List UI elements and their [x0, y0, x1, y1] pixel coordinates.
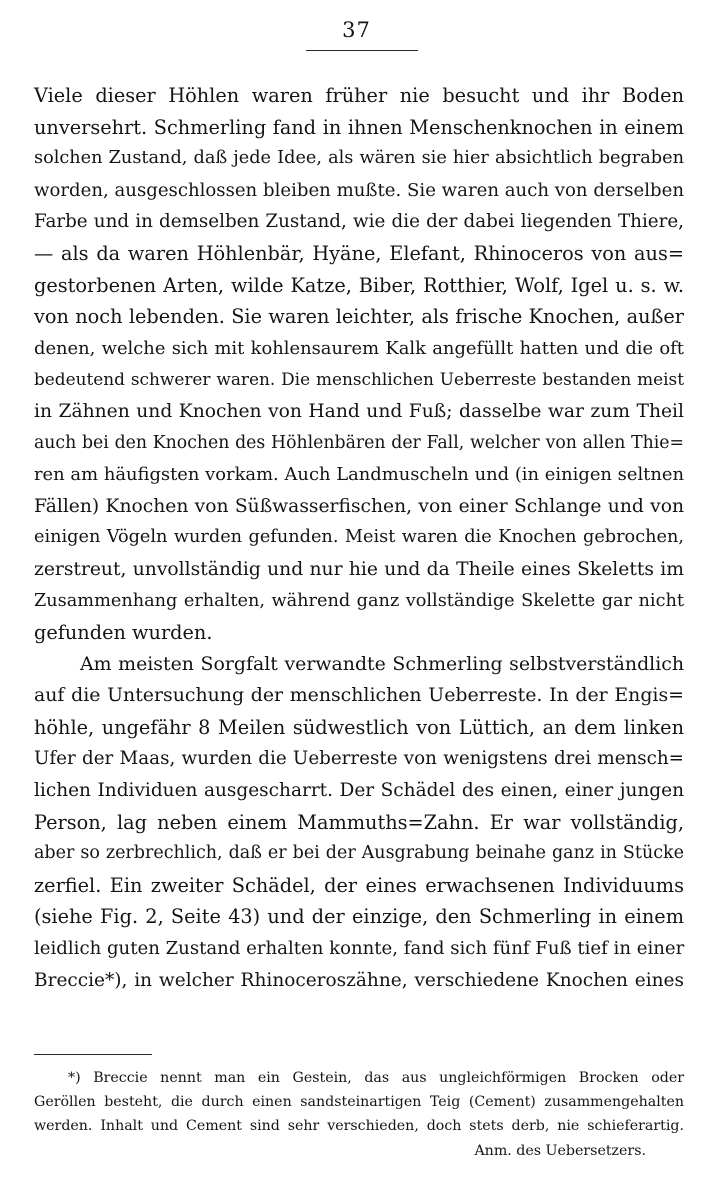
text-line: auch bei den Knochen des Höhlenbären der Fall, welcher von allen Thie=	[34, 432, 684, 453]
text-line: denen, welche sich mit kohlensaurem Kalk angefüllt hatten und die oft	[34, 337, 684, 359]
text-line: von noch lebenden. Sie waren leichter, als frische Knochen, außer	[34, 305, 684, 329]
footnote-line: Geröllen besteht, die durch einen sandsteinartigen Teig (Cement) zusammengehalten	[34, 1094, 684, 1111]
text-line: gestorbenen Arten, wilde Katze, Biber, Rotthier, Wolf, Igel u. s. w.	[34, 273, 684, 297]
footnote-line: werden. Inhalt und Cement sind sehr verschieden, doch stets derb, nie schieferartig.	[34, 1118, 684, 1135]
text-line: einigen Vögeln wurden gefunden. Meist waren die Knochen gebrochen,	[34, 527, 684, 548]
body-text	[34, 80, 684, 996]
text-line: lichen Individuen ausgescharrt. Der Schädel des einen, einer jungen	[34, 780, 684, 802]
text-line: Person, lag neben einem Mammuths=Zahn. Er war vollständig,	[34, 810, 684, 834]
text-line: unversehrt. Schmerling fand in ihnen Menschenknochen in einem	[34, 115, 684, 139]
footnote-rule	[34, 1054, 152, 1055]
page-number: 37	[342, 18, 371, 42]
text-line: leidlich guten Zustand erhalten konnte, fand sich fünf Fuß tief in einer	[34, 938, 685, 960]
text-line: solchen Zustand, daß jede Idee, als wären sie hier absichtlich begraben	[34, 148, 684, 169]
text-line: Zusammenhang erhalten, während ganz vollständige Skelette gar nicht	[34, 590, 684, 611]
text-line: auf die Untersuchung der menschlichen Ueberreste. In der Engis=	[34, 684, 684, 707]
text-line: zerstreut, unvollständig und nur hie und da Theile eines Skeletts im	[34, 558, 684, 580]
footnote-attribution: Anm. des Uebersetzers.	[474, 1142, 646, 1159]
text-line: Ufer der Maas, wurden die Ueberreste von wenigstens drei mensch=	[34, 748, 684, 770]
text-line: — als da waren Höhlenbär, Hyäne, Elefant, Rhinoceros von aus=	[34, 241, 684, 265]
text-line: höhle, ungefähr 8 Meilen südwestlich von Lüttich, an dem linken	[34, 715, 684, 739]
text-line: Fällen) Knochen von Süßwasserfischen, von einer Schlange und von	[34, 495, 684, 517]
text-line: worden, ausgeschlossen bleiben mußte. Sie waren auch von derselben	[34, 179, 684, 201]
text-line: Viele dieser Höhlen waren früher nie besucht und ihr Boden	[34, 84, 684, 107]
header-rule	[306, 50, 418, 51]
footnote-line: *) Breccie nennt man ein Gestein, das aus ungleichförmigen Brocken oder	[68, 1070, 684, 1086]
text-line: zerfiel. Ein zweiter Schädel, der eines erwachsenen Individuums	[34, 873, 684, 897]
text-line: Farbe und in demselben Zustand, wie die der dabei liegenden Thiere,	[34, 211, 684, 233]
text-line: Am meisten Sorgfalt verwandte Schmerling selbstverständlich	[80, 652, 684, 675]
text-line: Breccie*), in welcher Rhinoceroszähne, verschiedene Knochen eines	[34, 969, 684, 991]
text-line: ren am häufigsten vorkam. Auch Landmuscheln und (in einigen seltnen	[34, 464, 684, 486]
text-line: in Zähnen und Knochen von Hand und Fuß; dasselbe war zum Theil	[34, 400, 684, 422]
text-line: bedeutend schwerer waren. Die menschlichen Ueberreste bestanden meist	[34, 369, 684, 390]
text-line: aber so zerbrechlich, daß er bei der Ausgrabung beinahe ganz in Stücke	[34, 843, 684, 864]
text-line: (siehe Fig. 2, Seite 43) und der einzige, den Schmerling in einem	[34, 905, 684, 929]
text-line: gefunden wurden.	[34, 621, 213, 645]
footnote	[34, 1066, 684, 1163]
